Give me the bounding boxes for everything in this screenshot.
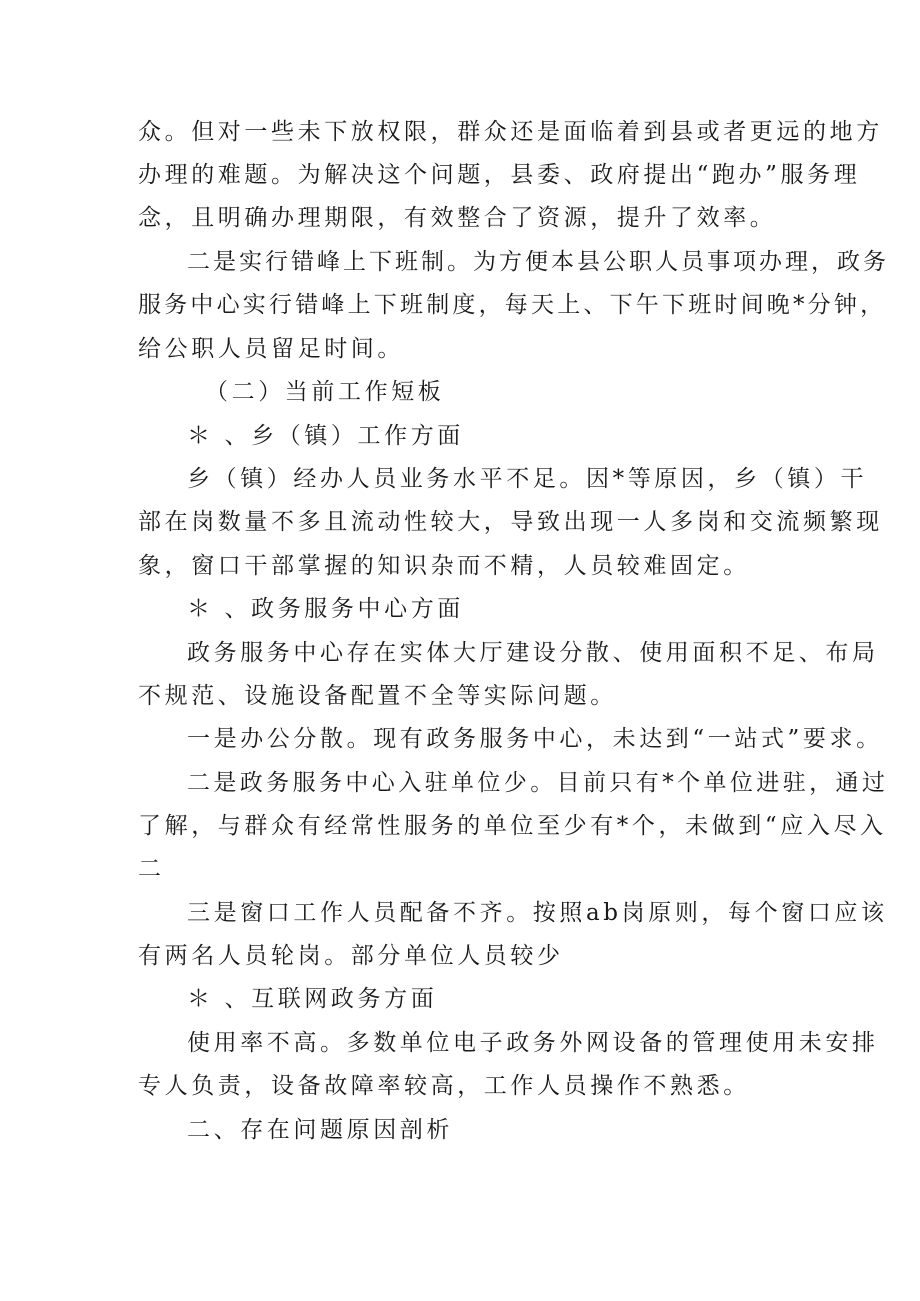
paragraph-line: 三是窗口工作人员配备不齐。按照ab岗原则，每个窗口应该 (187, 900, 888, 926)
paragraph-line: 不规范、设施设备配置不全等实际问题。 (138, 683, 617, 709)
paragraph-line: 乡（镇）经办人员业务水平不足。因*等原因，乡（镇）干 (187, 466, 868, 492)
paragraph-line: 二 (138, 856, 165, 882)
paragraph-line: 一是办公分散。现有政务服务中心，未达到“一站式”要求。 (187, 726, 883, 752)
paragraph-line: 二是实行错峰上下班制。为方便本县公职人员事项办理，政务 (187, 249, 889, 275)
paragraph-line: 念，且明确办理期限，有效整合了资源，提升了效率。 (138, 205, 777, 231)
subsection-heading: ＊ 、政务服务中心方面 (187, 596, 464, 622)
paragraph-line: 象，窗口干部掌握的知识杂而不精，人员较难固定。 (138, 553, 750, 579)
paragraph-line: 办理的难题。为解决这个问题，县委、政府提出“跑办”服务理 (138, 162, 861, 188)
section-heading: （二）当前工作短板 (205, 379, 445, 405)
paragraph-line: 二是政务服务中心入驻单位少。目前只有*个单位进驻，通过 (187, 770, 889, 796)
paragraph-line: 服务中心实行错峰上下班制度，每天上、下午下班时间晚*分钟， (138, 292, 887, 318)
paragraph-line: 使用率不高。多数单位电子政务外网设备的管理使用未安排 (187, 1030, 879, 1056)
paragraph-line: 部在岗数量不多且流动性较大，导致出现一人多岗和交流频繁现 (138, 509, 883, 535)
paragraph-line: 了解，与群众有经常性服务的单位至少有*个，未做到“应入尽入 (138, 813, 887, 839)
subsection-heading: ＊ 、互联网政务方面 (187, 986, 438, 1012)
paragraph-line: 众。但对一些未下放权限，群众还是面临着到县或者更远的地方 (138, 119, 883, 145)
subsection-heading: ＊ 、乡（镇）工作方面 (187, 423, 464, 449)
paragraph-line: 专人负责，设备故障率较高，工作人员操作不熟悉。 (138, 1073, 750, 1099)
paragraph-line: 给公职人员留足时间。 (138, 336, 404, 362)
paragraph-line: 有两名人员轮岗。部分单位人员较少 (138, 943, 564, 969)
section-heading: 二、存在问题原因剖析 (187, 1117, 453, 1143)
paragraph-line: 政务服务中心存在实体大厅建设分散、使用面积不足、布局 (187, 640, 879, 666)
